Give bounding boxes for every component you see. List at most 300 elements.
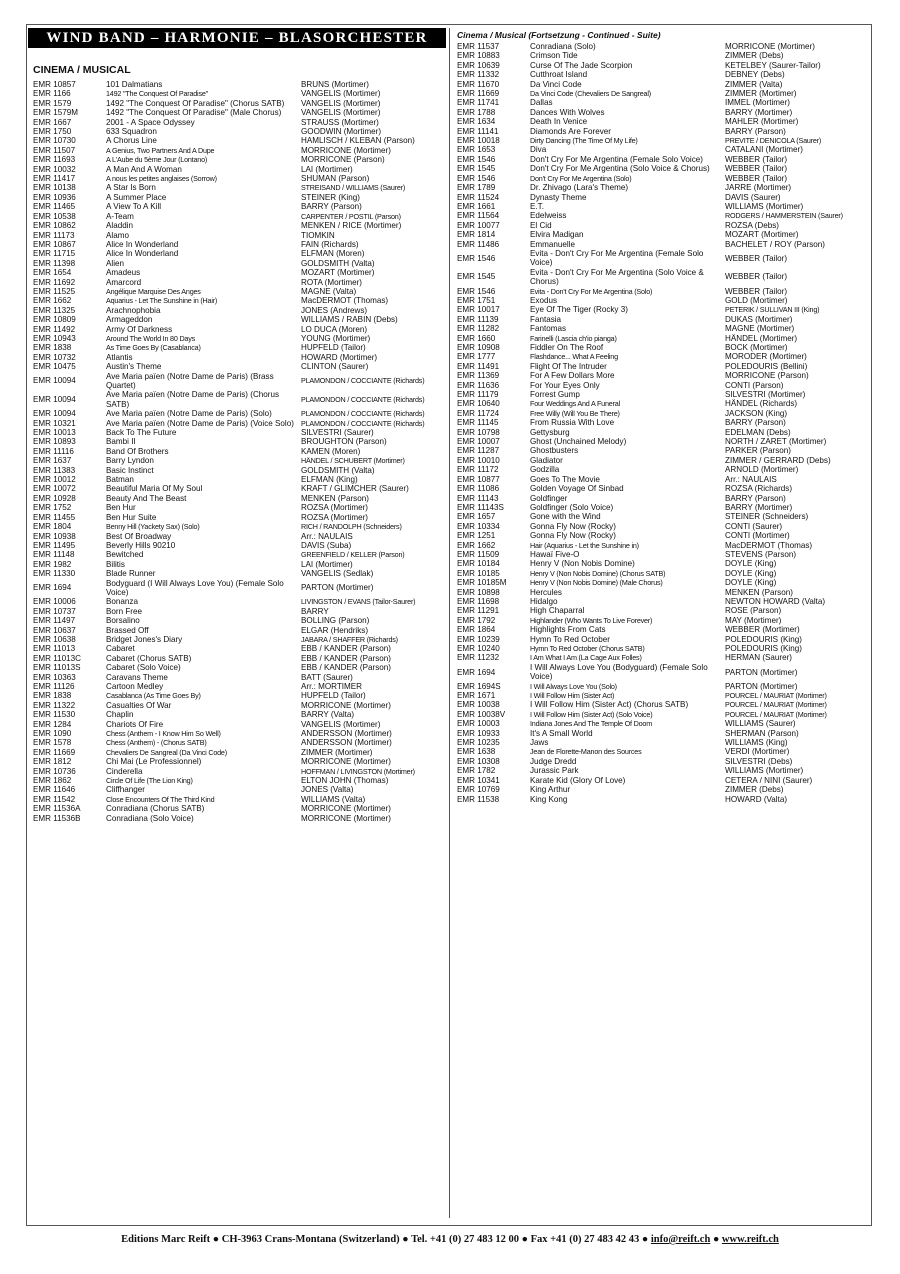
catalog-code: EMR 11693 <box>33 155 76 165</box>
catalog-row <box>33 475 448 484</box>
catalog-title: A Summer Place <box>106 192 167 202</box>
catalog-row <box>457 446 869 455</box>
catalog-title: Godzilla <box>530 465 560 475</box>
catalog-row <box>33 202 448 211</box>
catalog-title: I Will Always Love You (Solo) <box>530 681 617 691</box>
catalog-composer: PARTON (Mortimer) <box>301 583 374 593</box>
catalog-row <box>33 127 448 136</box>
catalog-code: EMR 11232 <box>457 653 500 663</box>
catalog-row <box>33 428 448 437</box>
catalog-row <box>33 654 448 663</box>
catalog-row <box>33 626 448 635</box>
catalog-row <box>33 795 448 804</box>
catalog-title: Dr. Zhivago (Lara's Theme) <box>530 183 629 193</box>
catalog-code: EMR 10877 <box>457 474 500 484</box>
catalog-title: Dynasty Theme <box>530 192 587 202</box>
catalog-title: Highlander (Who Wants To Live Forever) <box>530 615 653 625</box>
catalog-title: Alien <box>106 258 124 268</box>
catalog-title: Casualties Of War <box>106 700 172 710</box>
catalog-composer: POLEDOURIS (King) <box>725 644 802 653</box>
catalog-row <box>33 691 448 700</box>
catalog-code: EMR 10334 <box>457 521 500 531</box>
catalog-row <box>33 362 448 371</box>
catalog-title: Gonna Fly Now (Rocky) <box>530 531 616 541</box>
catalog-row <box>33 635 448 644</box>
catalog-composer: CONTI (Mortimer) <box>725 531 790 541</box>
catalog-code: EMR 11465 <box>33 202 76 212</box>
catalog-row <box>33 720 448 729</box>
catalog-code: EMR 1578 <box>33 738 72 748</box>
catalog-composer: IMMEL (Mortimer) <box>725 98 790 108</box>
catalog-row <box>457 287 869 296</box>
catalog-code: EMR 11507 <box>33 145 76 155</box>
catalog-code: EMR 10239 <box>457 634 500 644</box>
catalog-title: Band Of Brothers <box>106 446 169 456</box>
catalog-title: Bambi II <box>106 437 136 447</box>
catalog-composer: JABARA / SHAFFER (Richards) <box>301 634 398 644</box>
catalog-code: EMR 11715 <box>33 249 76 259</box>
catalog-composer: NEWTON HOWARD (Valta) <box>725 596 826 606</box>
catalog-row <box>33 729 448 738</box>
catalog-title: Dirty Dancing (The Time Of My Life) <box>530 136 638 146</box>
catalog-title: Jaws <box>530 738 549 748</box>
catalog-composer: MORODER (Mortimer) <box>725 352 807 362</box>
catalog-composer: VANGELIS (Sedlak) <box>301 569 374 579</box>
catalog-row <box>33 466 448 475</box>
catalog-title: Born Free <box>106 606 142 616</box>
catalog-row <box>33 183 448 192</box>
catalog-code: EMR 11497 <box>33 616 76 626</box>
catalog-title: E.T. <box>530 201 544 211</box>
catalog-code: EMR 10013 <box>33 428 76 438</box>
catalog-code: EMR 11383 <box>33 465 76 475</box>
catalog-row <box>457 625 869 634</box>
catalog-code: EMR 10943 <box>33 333 76 343</box>
catalog-row <box>33 701 448 710</box>
catalog-composer: WEBBER (Tailor) <box>725 154 788 164</box>
catalog-code: EMR 11325 <box>33 305 76 315</box>
catalog-title: Barry Lyndon <box>106 456 154 466</box>
catalog-code: EMR 10637 <box>33 625 76 635</box>
catalog-row <box>457 145 869 154</box>
catalog-code: EMR 1750 <box>33 127 72 137</box>
catalog-composer: ROZSA (Richards) <box>725 484 793 494</box>
catalog-composer: WEBBER (Mortimer) <box>725 625 800 635</box>
catalog-title: Farinelli (Lascia ch'io pianga) <box>530 333 617 343</box>
catalog-row <box>33 522 448 531</box>
catalog-code: EMR 1660 <box>457 333 496 343</box>
catalog-row <box>33 353 448 362</box>
catalog-code: EMR 10936 <box>33 192 76 202</box>
catalog-code: EMR 10006 <box>33 597 76 607</box>
catalog-composer: PARKER (Parson) <box>725 446 791 456</box>
catalog-code: EMR 1864 <box>457 625 496 635</box>
catalog-title: Emmanuelle <box>530 239 575 249</box>
catalog-title: Atlantis <box>106 352 133 362</box>
catalog-composer: WEBBER (Tailor) <box>725 164 788 174</box>
catalog-title: A-Team <box>106 211 134 221</box>
catalog-composer: KETELBEY (Saurer-Tailor) <box>725 60 821 70</box>
catalog-row <box>457 390 869 399</box>
catalog-row <box>457 211 869 220</box>
catalog-code: EMR 11398 <box>33 258 76 268</box>
catalog-title: Ave Maria païen (Notre Dame de Paris) (Solo) <box>106 409 272 419</box>
catalog-composer: LIVINGSTON / EVANS (Tailor-Saurer) <box>301 597 416 607</box>
catalog-composer: SHUMAN (Parson) <box>301 174 370 184</box>
catalog-composer: BARRY <box>301 606 329 616</box>
catalog-title: It's A Small World <box>530 728 593 738</box>
catalog-code: EMR 10185 <box>457 568 500 578</box>
footer-email-link[interactable]: info@reift.ch <box>650 1234 711 1245</box>
catalog-code: EMR 1838 <box>33 691 72 701</box>
catalog-row <box>33 579 448 598</box>
catalog-code: EMR 10321 <box>33 418 76 428</box>
catalog-code: EMR 1546 <box>457 286 496 296</box>
catalog-title: I Am What I Am (La Cage Aux Folles) <box>530 653 642 663</box>
catalog-title: Conradiana (Solo) <box>530 42 596 51</box>
catalog-row <box>457 183 869 192</box>
catalog-title: Cutthroat Island <box>530 70 588 80</box>
catalog-title: A Man And A Woman <box>106 164 182 174</box>
catalog-composer: SHERMAN (Parson) <box>725 728 799 738</box>
catalog-title: Hercules <box>530 587 562 597</box>
catalog-code: EMR 11143 <box>457 493 499 503</box>
catalog-row <box>457 795 869 804</box>
catalog-title: Don't Cry For Me Argentina (Solo Voice & Chorus) <box>530 164 710 174</box>
catalog-code: EMR 10938 <box>33 531 76 541</box>
catalog-composer: SILVESTRI (Debs) <box>725 756 793 766</box>
catalog-row <box>33 560 448 569</box>
catalog-code: EMR 1788 <box>457 107 496 117</box>
catalog-row <box>33 231 448 240</box>
catalog-row <box>457 155 869 164</box>
catalog-composer: BROUGHTON (Parson) <box>301 437 387 447</box>
catalog-composer: WEBBER (Tailor) <box>725 173 788 183</box>
catalog-title: From Russia With Love <box>530 418 615 428</box>
catalog-row <box>33 278 448 287</box>
catalog-row <box>33 494 448 503</box>
catalog-composer: LO DUCA (Moren) <box>301 324 368 334</box>
catalog-code: EMR 1579 <box>33 98 72 108</box>
catalog-row <box>33 343 448 352</box>
catalog-code: EMR 11291 <box>457 606 500 616</box>
column-divider <box>449 28 450 1218</box>
catalog-composer: BARRY (Mortimer) <box>725 502 793 512</box>
catalog-code: EMR 11530 <box>33 710 76 720</box>
catalog-composer: POLEDOURIS (King) <box>725 634 802 644</box>
catalog-composer: MORRICONE (Parson) <box>725 371 809 381</box>
catalog-title: Da Vinci Code <box>530 79 582 89</box>
catalog-row <box>33 738 448 747</box>
catalog-title: Highlights From Cats <box>530 625 606 635</box>
catalog-code: EMR 11455 <box>33 512 76 522</box>
catalog-composer: BARRY (Parson) <box>301 202 362 212</box>
catalog-row <box>33 532 448 541</box>
catalog-row <box>33 644 448 653</box>
catalog-composer: MENKEN (Parson) <box>725 587 793 597</box>
catalog-row <box>457 541 869 550</box>
catalog-row <box>457 616 869 625</box>
catalog-composer: PARTON (Mortimer) <box>725 667 798 677</box>
catalog-title: 2001 - A Space Odyssey <box>106 117 195 127</box>
catalog-code: EMR 10240 <box>457 644 500 653</box>
catalog-composer: ZIMMER (Mortimer) <box>725 89 797 99</box>
catalog-code: EMR 1661 <box>457 201 496 211</box>
catalog-code: EMR 10730 <box>33 136 76 146</box>
catalog-row <box>33 259 448 268</box>
catalog-title: Ave Maria païen (Notre Dame de Paris) (Chorus SATB) <box>106 390 280 409</box>
catalog-composer: BATT (Saurer) <box>301 672 353 682</box>
catalog-title: Blade Runner <box>106 569 156 579</box>
catalog-row <box>33 221 448 230</box>
catalog-code: EMR 10010 <box>457 455 500 465</box>
catalog-title: Bodyguard (I Will Always Love You) (Female Solo Voice) <box>106 578 284 597</box>
catalog-code: EMR 11670 <box>457 79 500 89</box>
catalog-code: EMR 1671 <box>457 691 496 701</box>
catalog-row <box>457 663 869 682</box>
catalog-code: EMR 11669 <box>33 747 76 757</box>
catalog-title: Da Vinci Code (Chevaliers De Sangreal) <box>530 89 651 99</box>
catalog-title: Indiana Jones And The Temple Of Doom <box>530 719 652 729</box>
footer-website-link[interactable]: www.reift.ch <box>721 1234 779 1245</box>
catalog-title: Free Willy (Will You Be There) <box>530 408 620 418</box>
catalog-title: Elvira Madigan <box>530 230 584 240</box>
catalog-row <box>33 541 448 550</box>
catalog-row <box>457 710 869 719</box>
catalog-row <box>457 635 869 644</box>
catalog-code: EMR 1662 <box>457 540 496 550</box>
catalog-title: Curse Of The Jade Scorpion <box>530 60 633 70</box>
catalog-row <box>457 98 869 107</box>
catalog-row <box>457 70 869 79</box>
catalog-title: Gettysburg <box>530 427 570 437</box>
catalog-composer: ROZSA (Debs) <box>725 220 779 230</box>
catalog-title: Goldfinger <box>530 493 568 503</box>
catalog-list-left <box>33 80 448 823</box>
catalog-row <box>457 305 869 314</box>
catalog-row <box>457 324 869 333</box>
catalog-code: EMR 1667 <box>33 117 72 127</box>
catalog-title: Jurassic Park <box>530 766 579 776</box>
catalog-title: A Star Is Born <box>106 183 156 193</box>
catalog-code: EMR 11369 <box>457 371 500 381</box>
catalog-title: Hawaï Five-O <box>530 549 580 559</box>
catalog-title: Cabaret (Solo Voice) <box>106 663 181 673</box>
catalog-code: EMR 11013 <box>33 644 76 654</box>
catalog-composer: HOWARD (Valta) <box>725 794 788 804</box>
catalog-composer: PETERIK / SULLIVAN III (King) <box>725 305 820 315</box>
catalog-code: EMR 11116 <box>33 446 74 456</box>
catalog-title: Ghost (Unchained Melody) <box>530 437 627 447</box>
catalog-row <box>457 80 869 89</box>
catalog-row <box>457 719 869 728</box>
catalog-code: EMR 11669 <box>457 89 500 99</box>
catalog-code: EMR 10077 <box>457 220 500 230</box>
catalog-row <box>33 710 448 719</box>
catalog-row <box>457 475 869 484</box>
catalog-code: EMR 10032 <box>33 164 76 174</box>
catalog-composer: PLAMONDON / COCCIANTE (Richards) <box>301 418 425 428</box>
catalog-title: Ben Hur Suite <box>106 512 157 522</box>
catalog-code: EMR 11491 <box>457 361 500 371</box>
catalog-code: EMR 10308 <box>457 756 500 766</box>
catalog-composer: BOLLING (Parson) <box>301 616 370 626</box>
catalog-title: Fiddler On The Roof <box>530 343 604 352</box>
catalog-composer: BARRY (Parson) <box>725 493 786 503</box>
catalog-row <box>33 757 448 766</box>
catalog-row <box>457 588 869 597</box>
catalog-title: Cabaret <box>106 644 135 654</box>
catalog-row <box>457 89 869 98</box>
catalog-code: EMR 10017 <box>457 305 500 315</box>
catalog-code: EMR 1777 <box>457 352 496 362</box>
catalog-composer: Arr.: NAULAIS <box>301 531 353 541</box>
catalog-code: EMR 11646 <box>33 785 76 795</box>
catalog-title: Army Of Darkness <box>106 324 173 334</box>
catalog-code: EMR 11724 <box>457 408 500 418</box>
catalog-composer: BACHELET / ROY (Parson) <box>725 239 826 249</box>
catalog-row <box>33 372 448 391</box>
catalog-title: Conradiana (Solo Voice) <box>106 813 194 823</box>
catalog-title: Around The World In 80 Days <box>106 333 196 343</box>
catalog-row <box>33 155 448 164</box>
catalog-code: EMR 10475 <box>33 362 76 372</box>
catalog-title: Austin's Theme <box>106 362 162 372</box>
catalog-composer: CATALANI (Mortimer) <box>725 145 803 155</box>
catalog-composer: ELTON JOHN (Thomas) <box>301 776 389 786</box>
catalog-row <box>33 306 448 315</box>
catalog-title: Chevaliers De Sangreal (Da Vinci Code) <box>106 747 227 757</box>
catalog-title: Evita - Don't Cry For Me Argentina (Solo) <box>530 286 653 296</box>
catalog-row <box>457 569 869 578</box>
catalog-code: EMR 1751 <box>457 295 496 305</box>
catalog-composer: BRUNS (Mortimer) <box>301 80 369 89</box>
catalog-title: Don't Cry For Me Argentina (Female Solo Voice) <box>530 154 703 164</box>
catalog-title: Chariots Of Fire <box>106 719 164 729</box>
catalog-composer: RICH / RANDOLPH (Schneiders) <box>301 522 402 532</box>
catalog-composer: MAHLER (Mortimer) <box>725 117 799 127</box>
catalog-code: EMR 11537 <box>457 42 500 51</box>
catalog-row <box>33 296 448 305</box>
catalog-row <box>457 315 869 324</box>
catalog-code: EMR 1579M <box>33 108 78 118</box>
catalog-code: EMR 1653 <box>457 145 496 155</box>
catalog-row <box>33 99 448 108</box>
catalog-code: EMR 1694 <box>457 667 496 677</box>
catalog-code: EMR 1545 <box>457 164 496 174</box>
catalog-title: Flight Of The Intruder <box>530 361 607 371</box>
catalog-title: Hymn To Red October (Chorus SATB) <box>530 644 645 653</box>
catalog-title: Henry V (Non Nobis Domine) (Chorus SATB) <box>530 568 666 578</box>
catalog-title: Cinderella <box>106 766 143 776</box>
catalog-code: EMR 11636 <box>457 380 500 390</box>
catalog-title: Exodus <box>530 295 557 305</box>
catalog-code: EMR 1638 <box>457 747 496 757</box>
catalog-title: Chess (Anthem - I Know Him So Well) <box>106 729 221 739</box>
catalog-composer: WEBBER (Tailor) <box>725 286 788 296</box>
catalog-code: EMR 11145 <box>457 418 499 428</box>
catalog-composer: JONES (Valta) <box>301 785 354 795</box>
catalog-title: 101 Dalmatians <box>106 80 163 89</box>
catalog-title: 1492 "The Conquest Of Paradise" (Chorus SATB) <box>106 98 285 108</box>
catalog-row <box>33 616 448 625</box>
catalog-row <box>457 766 869 775</box>
catalog-title: Cliffhanger <box>106 785 145 795</box>
catalog-row <box>457 409 869 418</box>
catalog-row <box>457 202 869 211</box>
catalog-row <box>457 42 869 51</box>
catalog-row <box>33 165 448 174</box>
catalog-code: EMR 1752 <box>33 503 72 513</box>
catalog-composer: DUKAS (Mortimer) <box>725 314 793 324</box>
catalog-composer: BARRY (Valta) <box>301 710 355 720</box>
catalog-composer: VANGELIS (Mortimer) <box>301 98 381 108</box>
catalog-title: Amadeus <box>106 268 141 278</box>
catalog-row <box>457 343 869 352</box>
catalog-composer: MORRICONE (Mortimer) <box>301 145 391 155</box>
catalog-composer: DOYLE (King) <box>725 578 777 588</box>
catalog-title: A Genius, Two Partners And A Dupe <box>106 145 215 155</box>
catalog-composer: POLEDOURIS (Bellini) <box>725 361 808 371</box>
catalog-title: Arachnophobia <box>106 305 161 315</box>
catalog-composer: BARRY (Parson) <box>725 126 786 136</box>
catalog-code: EMR 1284 <box>33 719 72 729</box>
catalog-composer: HOFFMAN / LIVINGSTON (Mortimer) <box>301 766 415 776</box>
catalog-code: EMR 10867 <box>33 239 76 249</box>
catalog-composer: CONTI (Parson) <box>725 380 784 390</box>
catalog-code: EMR 1637 <box>33 456 72 466</box>
catalog-title: Armageddon <box>106 315 153 325</box>
catalog-code: EMR 10862 <box>33 221 76 231</box>
catalog-title: Fantomas <box>530 324 566 334</box>
catalog-row <box>457 136 869 145</box>
catalog-composer: DEBNEY (Debs) <box>725 70 785 80</box>
catalog-title: A View To A Kill <box>106 202 162 212</box>
catalog-code: EMR 11139 <box>457 314 499 324</box>
catalog-code: EMR 11564 <box>457 211 500 221</box>
catalog-row <box>457 127 869 136</box>
catalog-title: Alamo <box>106 230 129 240</box>
catalog-title: For Your Eyes Only <box>530 380 600 390</box>
catalog-code: EMR 11509 <box>457 549 500 559</box>
catalog-composer: GOODWIN (Mortimer) <box>301 127 382 137</box>
catalog-composer: CONTI (Saurer) <box>725 521 783 531</box>
catalog-row <box>457 578 869 587</box>
catalog-code: EMR 11486 <box>457 239 500 249</box>
catalog-code: EMR 11332 <box>457 70 500 80</box>
catalog-row <box>457 700 869 709</box>
catalog-composer: ELFMAN (Moren) <box>301 249 365 259</box>
catalog-code: EMR 10138 <box>33 183 76 193</box>
catalog-title: Judge Dredd <box>530 756 577 766</box>
catalog-composer: PREVITE / DENICOLA (Saurer) <box>725 136 822 146</box>
catalog-composer: Arr.: MORTIMER <box>301 682 363 691</box>
catalog-title: Basic Instinct <box>106 465 154 475</box>
catalog-composer: WILLIAMS (Mortimer) <box>725 766 804 776</box>
catalog-composer: MORRICONE (Mortimer) <box>301 804 391 814</box>
catalog-row <box>457 399 869 408</box>
catalog-title: Ghostbusters <box>530 446 579 456</box>
catalog-code: EMR 11698 <box>457 596 500 606</box>
catalog-title: I Will Follow Him (Sister Act) (Chorus SATB) <box>530 700 689 710</box>
catalog-title: Best Of Broadway <box>106 531 172 541</box>
catalog-code: EMR 10640 <box>457 399 500 409</box>
catalog-composer: BARRY (Parson) <box>725 418 786 428</box>
catalog-title: Beauty And The Beast <box>106 493 187 503</box>
catalog-composer: VANGELIS (Mortimer) <box>301 719 381 729</box>
catalog-composer: HÄNDEL (Richards) <box>725 399 798 409</box>
catalog-row <box>457 371 869 380</box>
